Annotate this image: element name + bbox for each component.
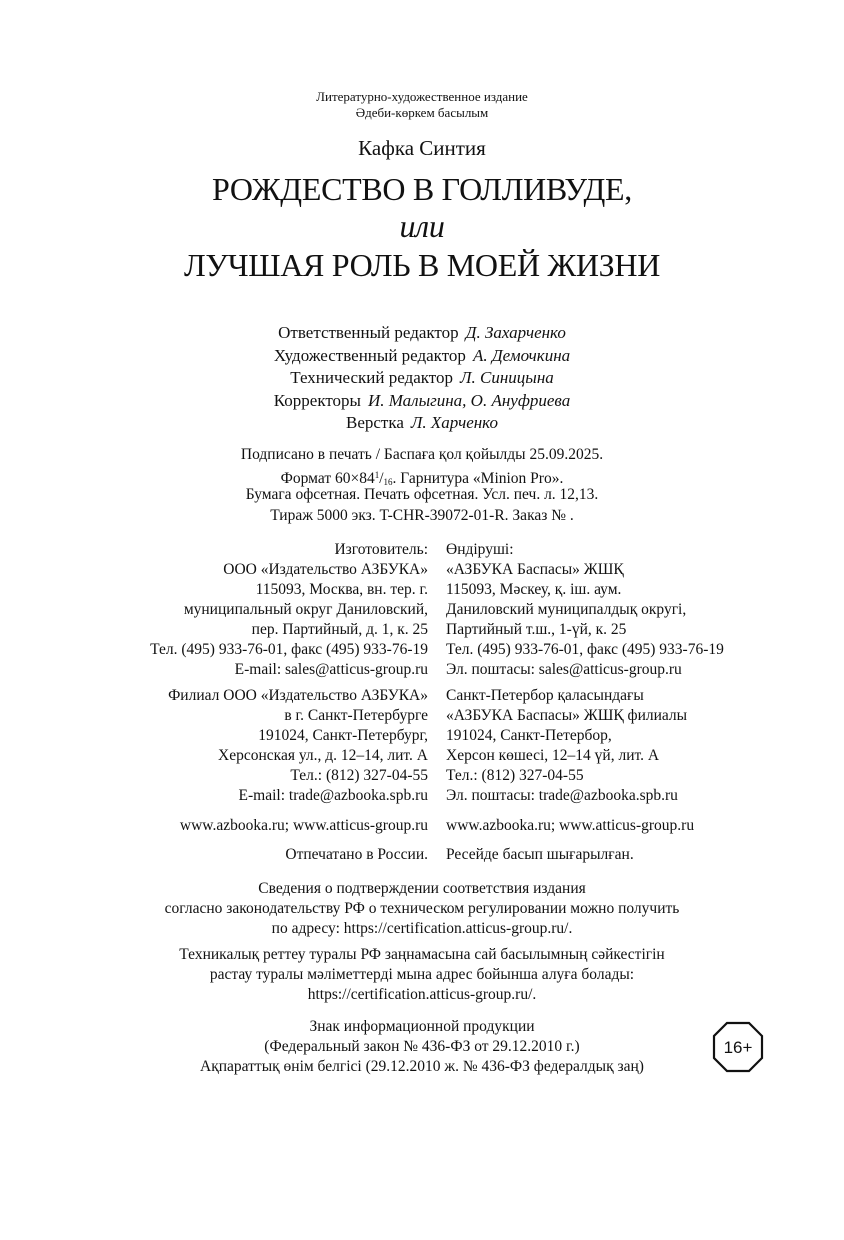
title-line-2: ЛУЧШАЯ РОЛЬ В МОЕЙ ЖИЗНИ bbox=[183, 247, 661, 283]
info-sign-line: (Федеральный закон № 436-ФЗ от 29.12.2010 г.) bbox=[264, 1038, 580, 1055]
manufacturer-ru-line: ООО «Издательство АЗБУКА» bbox=[223, 561, 428, 578]
info-sign-line: Ақпараттық өнім белгісі (29.12.2010 ж. № 436-ФЗ федералдық заң) bbox=[200, 1058, 644, 1075]
manufacturer-ru-line: E-mail: sales@atticus-group.ru bbox=[234, 661, 428, 678]
title-connector: или bbox=[399, 208, 445, 244]
age-rating-text: 16+ bbox=[723, 1038, 753, 1057]
credit-name: А. Демочкина bbox=[472, 345, 571, 365]
credit-role: Корректоры bbox=[273, 390, 361, 410]
branch-kz-line: Тел.: (812) 327-04-55 bbox=[446, 767, 584, 784]
manufacturer-ru-line: Тел. (495) 933-76-01, факс (495) 933-76-19 bbox=[150, 641, 428, 658]
certification-kz-line: https://certification.atticus-group.ru/. bbox=[307, 986, 537, 1003]
author-name: Кафка Синтия bbox=[358, 136, 486, 160]
branch-kz-line: Херсон көшесі, 12–14 үй, лит. А bbox=[446, 747, 660, 764]
certification-ru bbox=[0, 879, 844, 939]
print-format: Формат $60\times 84^1/16$. Гарнитура «Minion Pro». bbox=[280, 470, 564, 487]
branch-kz-line: «АЗБУКА Баспасы» ЖШҚ филиалы bbox=[446, 707, 688, 724]
credits-block bbox=[0, 322, 844, 435]
printed-kz: Ресейде басып шығарылған. bbox=[446, 846, 634, 863]
credit-role: Технический редактор bbox=[290, 368, 454, 387]
manufacturer-ru-line: муниципальный округ Даниловский, bbox=[183, 601, 428, 618]
certification-ru-line: по адресу: https://certification.atticus-group.ru/. bbox=[271, 920, 573, 937]
edition-type-ru: Литературно-художественное издание bbox=[316, 89, 528, 104]
manufacturer-ru-line: Изготовитель: bbox=[334, 541, 428, 558]
title-line-1: РОЖДЕСТВО В ГОЛЛИВУДЕ, bbox=[212, 171, 632, 207]
format-denominator: 16 bbox=[383, 477, 393, 487]
credit-role: Верстка bbox=[346, 413, 404, 432]
branch-ru-line: Филиал ООО «Издательство АЗБУКА» bbox=[168, 687, 428, 704]
credit-name: Л. Харченко bbox=[410, 413, 498, 432]
manufacturer-kz-line: «АЗБУКА Баспасы» ЖШҚ bbox=[446, 561, 624, 578]
print-signed: Подписано в печать / Баспаға қол қойылды 25.09.2025. bbox=[240, 446, 604, 463]
edition-type-kz: Әдеби-көркем басылым bbox=[355, 105, 489, 120]
branch-ru bbox=[0, 686, 428, 806]
certification-kz bbox=[0, 945, 844, 1005]
age-rating-badge bbox=[711, 1020, 765, 1074]
manufacturer-kz bbox=[446, 540, 826, 680]
branch-ru-line: в г. Санкт-Петербурге bbox=[284, 707, 428, 724]
manufacturer-kz-line: 115093, Мәскеу, қ. іш. аум. bbox=[446, 581, 622, 598]
age-rating-octagon-icon bbox=[711, 1020, 765, 1074]
manufacturer-ru-line: пер. Партийный, д. 1, к. 25 bbox=[251, 621, 428, 638]
manufacturer-kz-line: Даниловский муниципалдық округі, bbox=[446, 601, 687, 618]
website-kz: www.azbooka.ru; www.atticus-group.ru bbox=[446, 817, 695, 834]
manufacturer-ru-line: 115093, Москва, вн. тер. г. bbox=[255, 581, 428, 598]
branch-ru-line: E-mail: trade@azbooka.spb.ru bbox=[238, 787, 428, 804]
credit-line bbox=[0, 322, 844, 345]
printed-ru: Отпечатано в России. bbox=[285, 846, 428, 863]
credit-line bbox=[0, 367, 844, 390]
branch-ru-line: 191024, Санкт-Петербург, bbox=[258, 727, 428, 744]
manufacturer-ru bbox=[0, 540, 428, 680]
certification-kz-line: растау туралы мәліметтерді мына адрес бойынша алуға болады: bbox=[209, 966, 635, 983]
branch-ru-line: Тел.: (812) 327-04-55 bbox=[290, 767, 428, 784]
branch-kz-line: Эл. поштасы: trade@azbooka.spb.ru bbox=[446, 787, 678, 804]
info-sign-line: Знак информационной продукции bbox=[309, 1018, 535, 1035]
credit-line bbox=[0, 412, 844, 435]
manufacturer-kz-line: Өндіруші: bbox=[446, 541, 514, 558]
format-prefix: Формат 60×84 bbox=[280, 470, 375, 487]
branch-kz bbox=[446, 686, 826, 806]
format-numerator: 1 bbox=[374, 470, 380, 480]
branch-ru-line: Херсонская ул., д. 12–14, лит. А bbox=[218, 747, 428, 764]
manufacturer-kz-line: Партийный т.ш., 1-үй, к. 25 bbox=[446, 621, 627, 638]
branch-kz-line: 191024, Санкт-Петербор, bbox=[446, 727, 612, 744]
website-ru: www.azbooka.ru; www.atticus-group.ru bbox=[179, 817, 428, 834]
certification-ru-line: Сведения о подтверждении соответствия издания bbox=[258, 880, 586, 897]
credit-name: Л. Синицына bbox=[460, 368, 554, 387]
credit-name: И. Малыгина, О. Ануфриева bbox=[367, 390, 571, 410]
branch-kz-line: Санкт-Петербор қаласындағы bbox=[446, 687, 644, 704]
credit-line bbox=[0, 390, 844, 413]
certification-ru-line: согласно законодательству РФ о техническом регулировании можно получить bbox=[164, 900, 680, 917]
manufacturer-kz-line: Эл. поштасы: sales@atticus-group.ru bbox=[446, 661, 682, 678]
credit-name: Д. Захарченко bbox=[465, 323, 566, 342]
print-paper: Бумага офсетная. Печать офсетная. Усл. печ. л. 12,13. bbox=[245, 486, 599, 503]
format-suffix: . Гарнитура «Minion Pro». bbox=[392, 470, 564, 487]
manufacturer-kz-line: Тел. (495) 933-76-01, факс (495) 933-76-19 bbox=[446, 641, 724, 658]
credit-role: Ответственный редактор bbox=[278, 323, 459, 342]
credit-line bbox=[0, 345, 844, 368]
print-run: Тираж 5000 экз. T-CHR-39072-01-R. Заказ № . bbox=[270, 507, 574, 524]
certification-kz-line: Техникалық реттеу туралы РФ заңнамасына сай басылымның сәйкестігін bbox=[179, 946, 665, 963]
credit-role: Художественный редактор bbox=[273, 345, 466, 365]
